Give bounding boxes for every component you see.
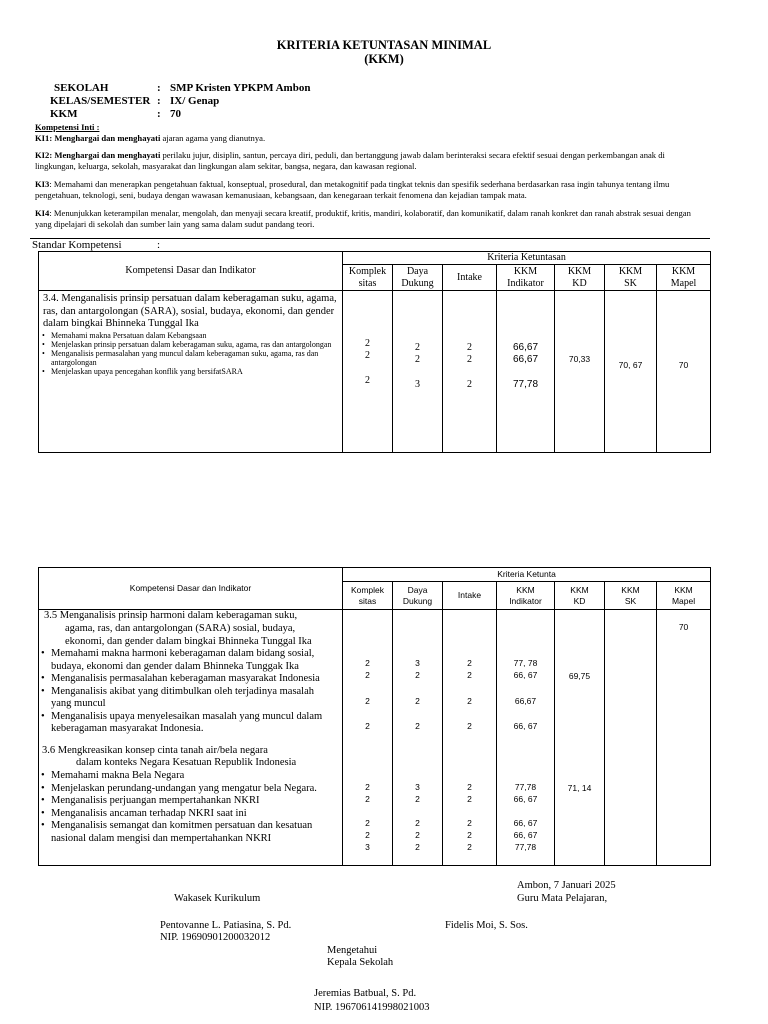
t2-header-kkm-mapel: KKM Mapel: [657, 582, 711, 610]
t2-kd35-line1: 3.5 Menganalisis prinsip harmoni dalam keberagaman suku,: [44, 610, 298, 621]
t2-header-komplek: Komplek sitas: [343, 582, 393, 610]
ki2-text: perilaku jujur, disiplin, santun, percaya diri, peduli, dan bertanggung jawab dalam berinteraksi secara efektif sesuai dengan perkembangan anak di lingkungan, keluarga, sekolah, masyarakat dan lingkungan alam sekitar, bangsa, negara, dan kawasan regional.: [35, 150, 665, 171]
t2-intake-cell: 2 2 2 2 2 2 2 2 2: [443, 610, 497, 866]
t2-komplek-cell: 2 2 2 2 2 2 2 2 3: [343, 610, 393, 866]
t2-kkm-indikator-cell: 77, 78 66, 67 66,67 66, 67 77,78 66, 67 66, 67 66, 67 77,78: [497, 610, 555, 866]
ki4-code: KI4: [35, 208, 50, 218]
kkm-table-2: [38, 567, 711, 866]
t2-indicator: • Menganalisis semangat dan komitmen persatuan dan kesatuan nasional dalam mengisi dan mempertahankan NKRI: [39, 820, 335, 845]
t2-indicator: • Menjelaskan perundang-undangan yang mengatur bela Negara.: [39, 783, 335, 796]
t1-header-kkm-kd: KKM KD: [555, 265, 605, 291]
t2-indicator: • Menganalisis permasalahan keberagaman masyarakat Indonesia: [39, 673, 335, 686]
t2-indicator: • Menganalisis perjuangan mempertahankan NKRI: [39, 795, 335, 808]
kkm-table-1: [38, 251, 711, 453]
ki1-code: KI1: [35, 133, 50, 143]
t1-indicator: • Menganalisis permasalahan yang muncul dalam keberagaman suku, agama, ras dan antargolongan: [41, 349, 342, 367]
t1-indicator-list: [39, 331, 342, 376]
ki1-paragraph: [35, 133, 705, 144]
kkm-value: 70: [170, 108, 181, 120]
t1-header-intake: Intake: [443, 265, 497, 291]
t2-kd36-line2: dalam konteks Negara Kesatuan Republik Indonesia: [76, 757, 297, 768]
ki3-text: : Memahami dan menerapkan pengetahuan faktual, konseptual, prosedural, dan metakognitif pada tingkat teknis dan spesifik sederhana berdasarkan rasa ingin tahunya tentang ilmu pengetahuan, teknologi, seni, budaya dengan wawasan kemanusiaan, kebangsaan, dan kenegaraan terkait fenomena dan kejadian tampak mata.: [35, 179, 670, 200]
acknowledged-label: Mengetahui: [327, 945, 378, 956]
class-colon: :: [157, 95, 161, 107]
t1-kd-cell: [39, 291, 343, 453]
t1-indicator: • Menjelaskan prinsip persatuan dalam keberagaman suku, agama, ras dan antargolongan: [41, 340, 342, 349]
t2-daya-cell: 3 2 2 2 3 2 2 2 2: [393, 610, 443, 866]
teacher-role: Guru Mata Pelajaran,: [517, 893, 608, 904]
ki1-text: ajaran agama yang dianutnya.: [160, 133, 266, 143]
t2-header-kkm-sk: KKM SK: [605, 582, 657, 610]
class-value: IX/ Genap: [170, 95, 220, 107]
vice-principal-name: Pentovanne L. Patiasina, S. Pd.: [160, 920, 292, 931]
t1-kkm-kd-cell: 70,33: [555, 291, 605, 453]
t2-kd35-line3: ekonomi, dan gender dalam bingkai Bhinneka Tunggal Ika: [65, 636, 312, 647]
t1-header-komplek: Komplek sitas: [343, 265, 393, 291]
principal-role: Kepala Sekolah: [327, 957, 394, 968]
t2-header-kriteria: Kriteria Ketunta: [343, 568, 711, 582]
t2-indicator: • Menganalisis ancaman terhadap NKRI saat ini: [39, 808, 335, 821]
t1-komplek-cell: 2 2 2: [343, 291, 393, 453]
t1-kd-title: 3.4. Menganalisis prinsip persatuan dalam keberagaman suku, agama, ras, dan antargolongan (SARA), sosial, budaya, ekonomi, dan gender dalam bingkai Bhinneka Tunggal Ika: [43, 293, 337, 329]
ki2-bold: : Menghargai dan menghayati: [49, 150, 161, 160]
ki4-text: : Menunjukkan keterampilan menalar, mengolah, dan menyaji secara kreatif, produktif, kritis, mandiri, kolaboratif, dan komunikatif, dalam ranah konkret dan ranah abstrak sesuai dengan yang dipelajari di sekolah dan sumber lain yang sama dalam sudut pandang teori.: [35, 208, 691, 229]
t2-kkm-mapel-cell: 70: [657, 610, 711, 866]
t1-header-daya: Daya Dukung: [393, 265, 443, 291]
t2-ind35-list: [39, 648, 341, 736]
class-label: KELAS/SEMESTER: [50, 95, 151, 107]
t2-kd36-line1: 3.6 Mengkreasikan konsep cinta tanah air/bela negara: [42, 745, 268, 756]
t2-header-kkm-kd: KKM KD: [555, 582, 605, 610]
t1-indicator: • Menjelaskan upaya pencegahan konflik yang bersifatSARA: [41, 367, 342, 376]
t2-header-kd: Kompetensi Dasar dan Indikator: [39, 568, 343, 610]
school-value: SMP Kristen YPKPM Ambon: [170, 82, 311, 94]
standard-competency-label: Standar Kompetensi: [32, 239, 122, 251]
t1-header-kkm-mapel: KKM Mapel: [657, 265, 711, 291]
school-colon: :: [157, 82, 161, 94]
document-title: KRITERIA KETUNTASAN MINIMAL: [276, 38, 492, 52]
core-competency-heading: Kompetensi Inti :: [35, 122, 100, 132]
t1-header-kkm-indikator: KKM Indikator: [497, 265, 555, 291]
principal-nip: NIP. 196706141998021003: [314, 1002, 430, 1013]
t2-kkm-sk-cell: [605, 610, 657, 866]
t2-kd35-line2: agama, ras, dan antargolongan (SARA) sosial, budaya,: [65, 623, 296, 634]
t1-daya-cell: 2 2 3: [393, 291, 443, 453]
ki1-bold: : Menghargai dan menghayati: [49, 133, 161, 143]
t2-indicator: • Memahami makna Bela Negara: [39, 770, 335, 783]
vice-principal-nip: NIP. 19690901200032012: [160, 932, 271, 943]
t2-indicator: • Menganalisis akibat yang ditimbulkan oleh terjadinya masalah yang muncul: [39, 686, 335, 711]
t2-header-daya: Daya Dukung: [393, 582, 443, 610]
t1-header-kriteria: Kriteria Ketuntasan: [343, 252, 711, 265]
t1-kkm-sk-cell: 70, 67: [605, 291, 657, 453]
kkm-label: KKM: [50, 108, 78, 120]
ki3-paragraph: [35, 179, 705, 200]
t2-indicator: • Memahami makna harmoni keberagaman dalam bidang sosial, budaya, ekonomi dan gender dalam Bhinneka Tunggak Ika: [39, 648, 335, 673]
t2-kd-cell: [39, 610, 343, 866]
t2-header-kkm-indikator: KKM Indikator: [497, 582, 555, 610]
t1-kkm-mapel-cell: 70: [657, 291, 711, 453]
ki3-code: KI3: [35, 179, 50, 189]
t2-ind36-list: [39, 770, 341, 845]
ki2-paragraph: [35, 150, 705, 171]
principal-name: Jeremias Batbual, S. Pd.: [314, 988, 417, 999]
t1-header-kd: Kompetensi Dasar dan Indikator: [39, 252, 343, 291]
teacher-name: Fidelis Moi, S. Sos.: [445, 920, 528, 931]
t2-header-intake: Intake: [443, 582, 497, 610]
t1-intake-cell: 2 2 2: [443, 291, 497, 453]
t1-indicator: • Memahami makna Persatuan dalam Kebangsaan: [41, 331, 342, 340]
school-identity: [0, 82, 768, 122]
t1-header-kkm-sk: KKM SK: [605, 265, 657, 291]
ki2-code: KI2: [35, 150, 50, 160]
kkm-colon: :: [157, 108, 161, 120]
t2-indicator: • Menganalisis upaya menyelesaikan masalah yang muncul dalam keberagaman masyarakat Indonesia.: [39, 711, 335, 736]
school-label: SEKOLAH: [54, 82, 109, 94]
t1-kkm-indikator-cell: 66,67 66,67 77,78: [497, 291, 555, 453]
vice-principal-role: Wakasek Kurikulum: [174, 893, 261, 904]
divider: [30, 238, 710, 239]
document-subtitle: (KKM): [364, 52, 404, 66]
place-date: Ambon, 7 Januari 2025: [517, 880, 616, 891]
ki4-paragraph: [35, 208, 705, 229]
standard-competency-colon: :: [157, 239, 161, 251]
t2-kkm-kd-cell: 69,75 71, 14: [555, 610, 605, 866]
